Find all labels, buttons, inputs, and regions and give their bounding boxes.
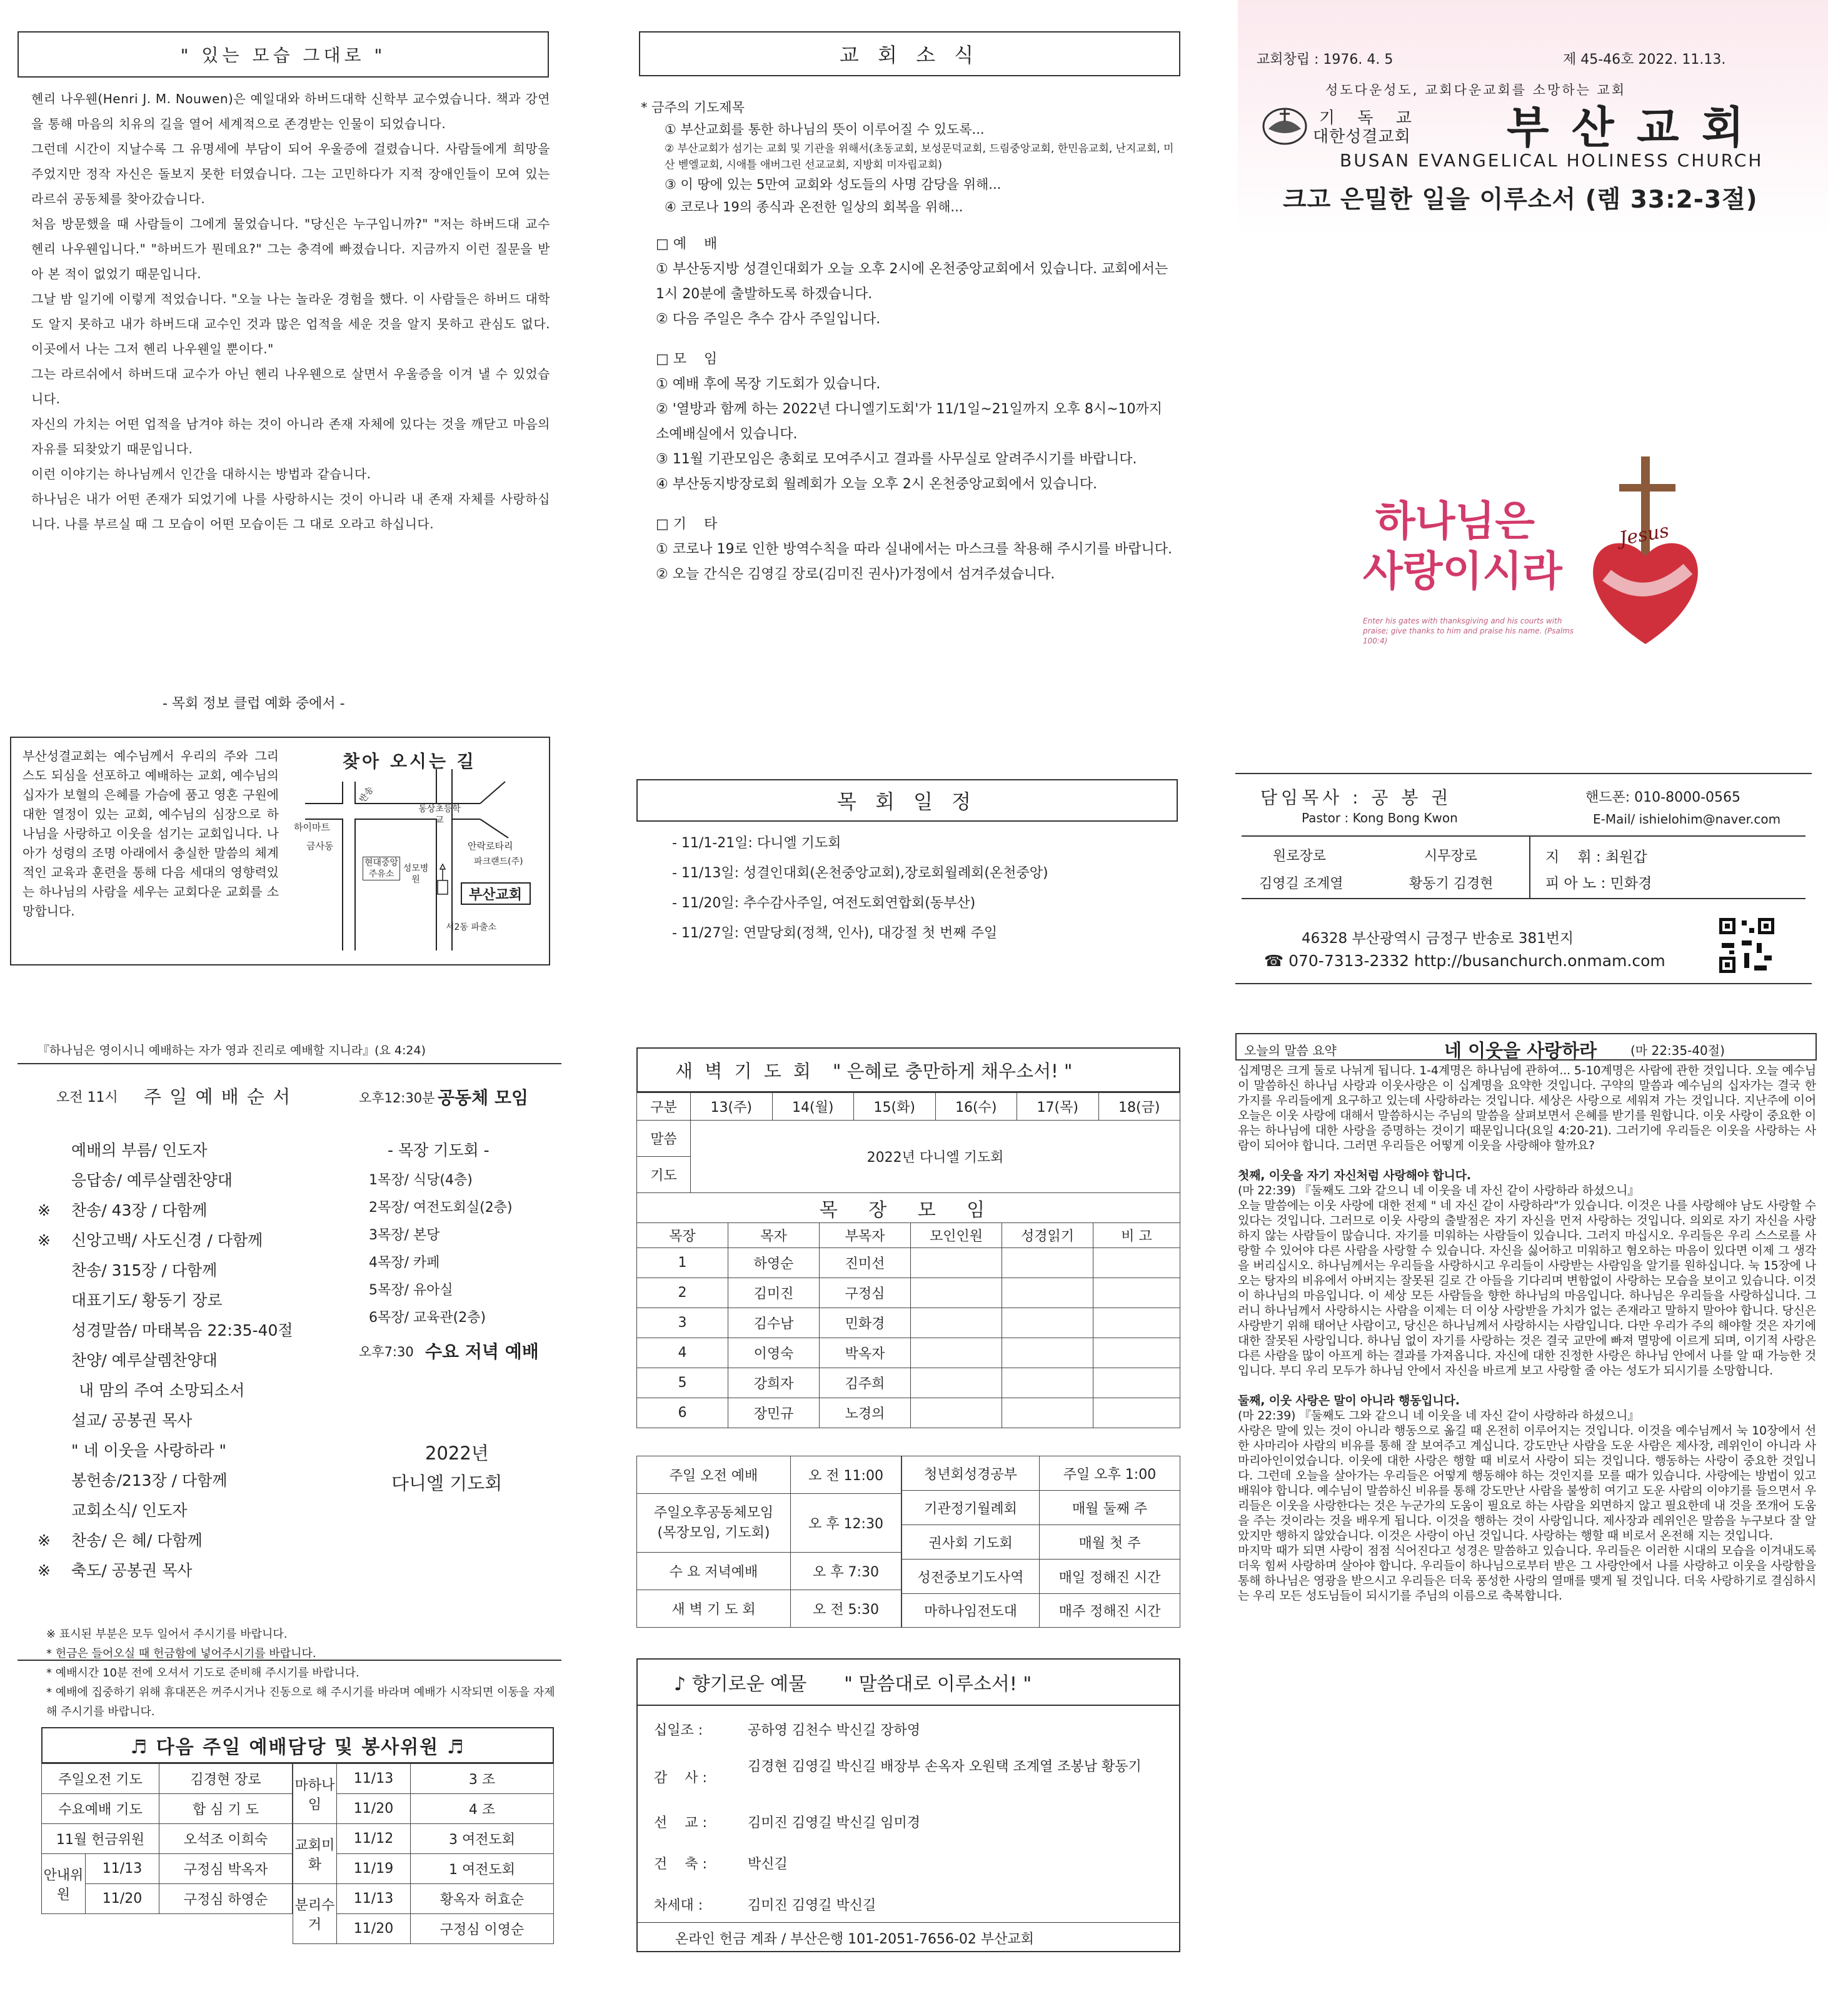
order-item: " 네 이웃을 사랑하라 " [38, 1436, 363, 1466]
cell-prayer-title: - 목장 기도회 - [388, 1141, 490, 1159]
prayer-item: ① 부산교회를 통한 하나님의 뜻이 이루어질 수 있도록... [665, 122, 985, 137]
offering-category: 십일조 : [654, 1723, 703, 1738]
map-label-church: 부산교회 [469, 887, 523, 903]
cell-note[interactable] [1093, 1398, 1180, 1428]
denomination-line2: 대한성결교회 [1313, 128, 1411, 146]
sermon-body-2: 사랑은 말에 있는 것이 아니라 행동으로 옮길 때 온전히 이루어지는 것입니다. 이것을 예수님께서 눅 10장에서 선한 사마리아 사람의 비유를 통해 잘 보여주고 계십니다. 강도만난 사람을 도운 사람은 제사장, 레위인이 아니라 사마리아인이었습니다. 이웃에 대한 사랑은 행할 때 비로서 사랑이 되는 것입니다. 행동하는 사랑이 중요한 것입니다. 그런데 오늘을 살아가는 우리들은 어떻게 행동해야 하는 것인지를 모를 때가 있습니다. 사랑에는 방법이 있고 배워야 합니다. 예수님이 말씀하신 비유를 통해 강도만난 사람을 불쌍히 여기고 도운 사람의 이야기를 들으면서 우리들은 이웃을 사랑한다는 것은 누군가의 도움이 필요로 하는 사람을 외면하지 않고 필요한데 내 것을 쪼개어 도움을 주는 것이라는 것을 배우게 됩니다. 이것을 행하는 것이 사랑입니다. 제사장과 레위인은 말씀을 누구보다 잘 알았지만 행하지 않았습니다. 이것은 사랑이 아닌 것입니다. 사랑하는 행할 때 비로서 온전해 지는 것입니다. [1238, 1424, 1816, 1543]
duty-group: 4 조 [411, 1794, 554, 1824]
guide-date: 11/20 [86, 1884, 159, 1914]
service-time: 오 후 7:30 [791, 1553, 901, 1590]
map-road [436, 769, 480, 804]
cell-header: 모인인원 [911, 1223, 1002, 1248]
essay-paragraph: 그런데 시간이 지날수록 그 유명세에 부담이 되어 우울증에 걸렸습니다. 사람들에게 희망을 주었지만 정작 자신은 돌보지 못한 터였습니다. 그는 고민하다가 지적 장애인들이 모여 있는 라르쉬 공동체를 찾아갔습니다. [31, 141, 550, 206]
standing-mark: ※ [38, 1201, 51, 1219]
order-item: 설교/ 공봉권 목사 [38, 1406, 363, 1436]
sermon-body-1: 오늘 말씀에는 이웃 사랑에 대한 전제 " 네 자신 같이 사랑하라"가 있습니다. 이것은 나를 사랑해야 남도 사랑할 수 있다는 것입니다. 그러므로 이웃 사랑의 출발점은 자기 자신을 먼저 사랑하는 것입니다. 의외로 자기 자신을 사랑하지 않는 사람들이 많습니다. 자기를 미워하는 사람들이 있습니다. 그러지 마십시오. 우리들은 우리 스스로를 사랑할 수 있어야 다른 사람을 사랑할 수 있습니다. 자신을 싫어하고 미워하고 혐오하는 마음이 있다면 이제 그 생각을 버리십시오. 하나님께서는 우리들을 사랑하시고 우리들이 사랑받는 사람임을 알기를 원하십니다. 눅 15장에 나오는 탕자의 비유에서 아버지는 잘못된 길로 간 아들을 기다리며 변함없이 사랑하는 모습을 보이고 있습니다. 이것이 하나님의 마음입니다. 이 세상 모든 사람들을 향한 하나님의 마음입니다. 하나님은 우리들을 사랑하십니다. 그러니 하나님께서 사랑하시는 사람을 이제는 더 이상 사랑받을 가치가 없는 존재라고 말하지 말아야 합니다. 당신은 사랑받기 위해 태어난 사람이고, 당신은 하나님께서 사랑하시는 사람입니다. 다만 우리가 주의 해야할 것은 자기에 대한 잘못된 사랑입니다. 하나님 없이 자기를 사랑하는 것은 결국 교만에 빠져 멸망에 이르게 되며, 이기적 사랑은 다른 사람을 많이 아프게 하는 결과를 가져옵니다. 자신에 대한 진정한 사랑은 하나님 안에서 나를 알 때 가능한 것입니다. 부디 우리 모두가 하나님 안에서 자신을 바르게 보고 사랑할 줄 아는 성도가 되시기를 소망합니다. [1238, 1199, 1816, 1378]
service-name: 주일 오전 예배 [637, 1456, 791, 1494]
news-item: ① 코로나 19로 인한 방역수칙을 따라 실내에서는 마스크를 착용해 주시기를 바랍니다. [656, 542, 1172, 557]
order-item: ※ 신앙고백/ 사도신경 / 다함께 [38, 1226, 363, 1256]
day-header: 14(월) [772, 1093, 854, 1121]
order-item: ※ 찬송/ 43장 / 다함께 [38, 1196, 363, 1226]
cell-header: 목장 [637, 1223, 728, 1248]
map-label-bansong: 반송 [358, 785, 376, 805]
duty-person: 김경현 장로 [159, 1764, 293, 1794]
standing-mark [38, 1136, 71, 1166]
news-item: ④ 부산동지방장로회 월례회가 오늘 오후 2시 온천중앙교회에서 있습니다. [656, 476, 1097, 492]
essay-paragraph: 하나님은 내가 어떤 존재가 되었기에 나를 사랑하시는 것이 아니라 내 존재 자체를 사랑하십니다. 나를 부르실 때 그 모습이 어떤 모습이든 그 대로 오라고 하십니다. [31, 491, 550, 532]
worship-notes [46, 1625, 559, 1721]
duty-group: 3 조 [411, 1764, 554, 1794]
sermon-ref: (마 22:35-40절) [1630, 1043, 1725, 1058]
order-item: 예배의 부름/ 인도자 [38, 1136, 363, 1166]
order-item: ※ 찬송/ 은 혜/ 다함께 [38, 1526, 363, 1556]
staff-divider [1242, 835, 1805, 837]
elders-label: 원로장로 [1273, 849, 1327, 864]
staff-vdivider [1529, 835, 1530, 898]
map-label-school: 동상초등학교 [418, 804, 461, 825]
schedule-title: 목 회 일 정 [836, 790, 978, 814]
prayer-item: ④ 코로나 19의 종식과 온전한 일상의 회복을 위해... [665, 199, 963, 214]
sermon-point-2: 둘째, 이웃 사랑은 말이 아니라 행동입니다. [1238, 1394, 1460, 1408]
cell-meeting-title: 목 장 모 임 [637, 1193, 1180, 1223]
news-section-meeting [641, 347, 1178, 497]
standing-mark [38, 1496, 71, 1526]
cell-subleader: 박옥자 [820, 1338, 911, 1368]
map-road [305, 782, 343, 804]
ministry-name: 청년회성경공부 [902, 1456, 1040, 1491]
essay-source: - 목회 정보 클럽 예화 중에서 - [163, 696, 345, 712]
cleaning-label: 교회미화 [293, 1824, 337, 1884]
offering-category: 선 교 : [654, 1815, 707, 1831]
founded-date: 교회창립 : 1976. 4. 5 [1257, 52, 1394, 68]
cell-location: 1목장/ 식당(4층) [369, 1172, 473, 1188]
essay-paragraph: 자신의 가치는 어떤 업적을 남겨야 하는 것이 아니라 존재 자체에 있다는 것을 깨닫고 마음의 자유를 되찾았기 때문입니다. [31, 416, 550, 456]
worship-verse: 『하나님은 영이시니 예배하는 자가 영과 진리로 예배할 지니라』(요 4:24) [38, 1044, 426, 1057]
worship-note: * 예배에 집중하기 위해 휴대폰은 꺼주시거나 진동으로 해 주시기를 바라며 예배가 시작되면 이동을 자제해 주시기를 바랍니다. [46, 1686, 555, 1718]
mahanaim-label: 마하나임 [293, 1764, 337, 1824]
offering-names: 김경현 김영길 박신길 배장부 손옥자 오원택 조계열 조봉남 황동기 [748, 1759, 1142, 1775]
cell-subleader: 노경의 [820, 1398, 911, 1428]
elders-names: 김영길 조계열 [1259, 876, 1343, 892]
schedule-item: - 11/1-21일: 다니엘 기도회 [672, 835, 841, 851]
cell-location: 4목장/ 카페 [369, 1255, 440, 1271]
cell-attendance[interactable] [911, 1248, 1002, 1278]
cell-attendance[interactable] [911, 1278, 1002, 1308]
offering-names: 김미진 김영길 박신길 임미경 [748, 1815, 921, 1831]
order-item: 찬송/ 315장 / 다함께 [38, 1256, 363, 1286]
day-header: 13(주) [691, 1093, 773, 1121]
offering-category: 감 사 : [654, 1770, 707, 1786]
ministry-name: 마하나임전도대 [902, 1594, 1040, 1628]
prayer-heading: * 금주의 기도제목 [641, 100, 745, 115]
community-title: 공동체 모임 [438, 1087, 528, 1108]
cell-location: 6목장/ 교육관(2층) [369, 1310, 486, 1326]
duty-date: 11/12 [337, 1824, 411, 1854]
standing-mark [38, 1316, 71, 1346]
duty-role: 주일오전 기도 [42, 1764, 159, 1794]
account-divider [638, 1922, 1179, 1923]
cell-note[interactable] [1093, 1278, 1180, 1308]
sermon-title: 네 이웃을 사랑하라 [1444, 1040, 1597, 1061]
worship-note: ※ 표시된 부분은 모두 일어서 주시기를 바랍니다. [46, 1628, 288, 1641]
cell-meeting-table [636, 1222, 1180, 1428]
offering-category: 건 축 : [654, 1857, 707, 1872]
sermon-point-1: 첫째, 이웃을 자기 자신처럼 사랑해야 합니다. [1238, 1169, 1471, 1182]
cell-no: 1 [637, 1248, 728, 1278]
cell-reading[interactable] [1002, 1308, 1093, 1338]
cell-location: 3목장/ 본당 [369, 1227, 440, 1243]
map-label-gas-station: 현대중앙주유소 [363, 857, 400, 880]
duty-date: 11/20 [337, 1914, 411, 1944]
cell-reading[interactable] [1002, 1398, 1093, 1428]
daniel-cell: 2022년 다니엘 기도회 [691, 1121, 1180, 1193]
map-road [480, 782, 505, 804]
service-name: 수 요 저녁예배 [637, 1553, 791, 1590]
offering-names: 박신길 [748, 1857, 788, 1872]
guide-label: 안내위원 [42, 1854, 86, 1914]
ministry-time: 매월 둘째 주 [1040, 1491, 1180, 1525]
standing-mark [38, 1466, 71, 1496]
pastor-box [1235, 773, 1812, 984]
cell-no: 2 [637, 1278, 728, 1308]
guide-date: 11/13 [86, 1854, 159, 1884]
cell-header: 비 고 [1093, 1223, 1180, 1248]
essay-paragraph: 이런 이야기는 하나님께서 인간을 대하시는 방법과 같습니다. [31, 466, 371, 481]
map-label-hospital: 성모병원 [403, 864, 429, 885]
duty-date: 11/20 [337, 1794, 411, 1824]
ministry-time: 주일 오후 1:00 [1040, 1456, 1180, 1491]
standing-mark [38, 1376, 79, 1406]
next-week-title: ♬ 다음 주일 예배담당 및 봉사위원 ♬ [130, 1736, 465, 1758]
sermon-label: 오늘의 말씀 요약 [1244, 1043, 1337, 1058]
duty-group: 1 여전도회 [411, 1854, 554, 1884]
service-time: 오 전 11:00 [791, 1456, 901, 1494]
guide-person: 구정심 박옥자 [159, 1854, 293, 1884]
offering-category: 차세대 : [654, 1898, 703, 1913]
dawn-header [636, 1047, 1180, 1092]
ministry-name: 권사회 기도회 [902, 1525, 1040, 1560]
stewards-names: 황동기 김경현 [1409, 876, 1494, 892]
worship-note: * 헌금은 들어오실 때 헌금함에 넣어주시기를 바랍니다. [46, 1647, 316, 1660]
qr-code-icon[interactable] [1717, 915, 1777, 975]
cell-leader: 하영순 [728, 1248, 820, 1278]
schedule-list [672, 829, 1048, 949]
cover-artwork [1357, 450, 1707, 663]
map-title: 찾아 오시는 길 [343, 751, 476, 772]
offering-row [654, 1720, 920, 1739]
schedule-item: - 11/13일: 성결인대회(온천중앙교회),장로회월례회(온천중앙) [672, 865, 1048, 881]
cell-no: 4 [637, 1338, 728, 1368]
cell-note[interactable] [1093, 1248, 1180, 1278]
wednesday-time: 오후7:30 [359, 1344, 414, 1359]
prayer-item: ② 부산교회가 섬기는 교회 및 기관을 위해서(초동교회, 보성문덕교회, 드림중앙교회, 한민음교회, 난지교회, 미산 벧엘교회, 시애틀 애버그린 선교교회, 지방회 미자립교회) [665, 143, 1174, 171]
cell-attendance[interactable] [911, 1398, 1002, 1428]
news-item: ② 다음 주일은 추수 감사 주일입니다. [656, 311, 881, 327]
recycle-label: 분리수거 [293, 1884, 337, 1944]
news-section-other [641, 512, 1178, 587]
daniel-year: 2022년 [425, 1443, 489, 1464]
order-item: 봉헌송/213장 / 다함께 [38, 1466, 363, 1496]
day-header: 17(목) [1017, 1093, 1099, 1121]
church-name-en: BUSAN EVANGELICAL HOLINESS CHURCH [1340, 150, 1764, 171]
pastor-name-en: Pastor : Kong Bong Kwon [1302, 810, 1458, 825]
map-label-parkland: 파크랜드(주) [474, 857, 523, 867]
prayer-item: ③ 이 땅에 있는 5만여 교회와 성도들의 사명 감당을 위해... [665, 177, 1002, 192]
cell-no: 5 [637, 1368, 728, 1398]
word-label: 말씀 [637, 1121, 691, 1157]
next-week-title-box [41, 1727, 554, 1763]
ministry-time: 매월 첫 주 [1040, 1525, 1180, 1560]
church-contact: ☎ 070-7313-2332 http://busanchurch.onmam.com [1264, 952, 1665, 970]
prayer-label: 기도 [637, 1157, 691, 1193]
standing-mark [38, 1346, 71, 1376]
denomination-line1: 기 독 교 [1319, 109, 1420, 128]
cell-header: 부목자 [820, 1223, 911, 1248]
church-name: 부 산 교 회 [1507, 102, 1748, 153]
sermon-intro: 십계명은 크게 둘로 나뉘게 됩니다. 1-4계명은 하나님에 관하여... 5-10계명은 사람에 관한 것입니다. 오늘 예수님이 말씀하신 하나님 사랑과 이웃사랑은 이 십계명을 요약한 것입니다. 구약의 말씀과 예수님의 십자가는 결국 한 가지를 우리들에게 요구하고 있는데 사랑하라는 것입니다. 세상은 사랑으로 세워져 가는 것입니다. 지난주에 이어 오늘은 이웃 사랑에 대해서 말씀하시는 주님의 말씀을 살펴보면서 은혜를 받기를 원합니다. 이웃 사랑이 중요한 이유는 하나님에 대한 사랑을 증명하는 것이기 때문입니다(요일 4:20-21). 그러기에 우리들은 이웃을 사랑하는 사람이 되어야 합니다. 그러면 우리들은 어떻게 이웃을 사랑해야 할까요? [1238, 1064, 1816, 1152]
art-text-love: 사랑이시라 [1363, 547, 1562, 595]
stewards-label: 시무장로 [1424, 849, 1478, 864]
pastor-email: E-Mail/ ishielohim@naver.com [1593, 812, 1781, 827]
news-item: ② 오늘 간식은 김영길 장로(김미진 권사)가정에서 섬겨주셨습니다. [656, 567, 1055, 582]
essay-body [31, 86, 550, 537]
cell-header: 성경읽기 [1002, 1223, 1093, 1248]
ministry-time: 매주 정해진 시간 [1040, 1594, 1180, 1628]
service-times-left [636, 1456, 901, 1628]
order-item: ※ 축도/ 공봉권 목사 [38, 1556, 363, 1586]
map-label-geumsa: 금사동 [306, 840, 334, 852]
news-item: ② '열방과 함께 하는 2022년 다니엘기도회'가 11/1일~21일까지 오후 8시~10까지 소예배실에서 있습니다. [656, 401, 1163, 442]
service-title: 주 일 예 배 순 서 [144, 1086, 292, 1107]
news-item: ① 부산동지방 성결인대회가 오늘 오후 2시에 온천중앙교회에서 있습니다. 교회에서는 1시 20분에 출발하도록 하겠습니다. [656, 261, 1168, 302]
cell-reading[interactable] [1002, 1368, 1093, 1398]
pianist: 피 아 노 : 민화경 [1545, 875, 1652, 892]
cell-subleader: 진미선 [820, 1248, 911, 1278]
conductor: 지 휘 : 최원갑 [1545, 849, 1647, 865]
online-account: 온라인 헌금 계좌 / 부산은행 101-2051-7656-02 부산교회 [675, 1932, 1034, 1947]
standing-mark: ※ [38, 1561, 51, 1580]
day-header: 16(수) [935, 1093, 1017, 1121]
offering-header [636, 1658, 1180, 1706]
news-title-box [639, 31, 1180, 76]
offering-title: ♪ 향기로운 예물 [674, 1673, 807, 1695]
prayer-list [641, 118, 1178, 218]
day-header: 15(화) [854, 1093, 936, 1121]
mission-box [10, 737, 550, 965]
standing-mark: ※ [38, 1231, 51, 1249]
cell-attendance[interactable] [911, 1368, 1002, 1398]
offering-row [654, 1757, 1167, 1787]
cell-note[interactable] [1093, 1368, 1180, 1398]
essay-title: " 있는 모습 그대로 " [180, 45, 386, 66]
sermon-header [1235, 1033, 1817, 1061]
cell-leader: 이영숙 [728, 1338, 820, 1368]
standing-mark [38, 1256, 71, 1286]
duty-table-left [41, 1763, 293, 1854]
art-verse: Enter his gates with thanksgiving and his courts with praise; give thanks to him and praise his name. (Psalms 100:4) [1363, 617, 1574, 645]
ministry-name: 기관정기월례회 [902, 1491, 1040, 1525]
jesus-label: Jesus [1617, 520, 1671, 550]
service-time: 오 전 5:30 [791, 1590, 901, 1628]
staff-divider-2 [1242, 898, 1805, 899]
dawn-table [636, 1092, 1180, 1223]
duty-group: 구정심 이영순 [411, 1914, 554, 1944]
dawn-title: 새 벽 기 도 회 [675, 1060, 814, 1082]
cell-header: 목자 [728, 1223, 820, 1248]
issue-number: 제 45-46호 2022. 11.13. [1563, 52, 1726, 68]
cell-leader: 김미진 [728, 1278, 820, 1308]
offering-box [636, 1706, 1180, 1952]
duty-date: 11/13 [337, 1884, 411, 1914]
standing-mark [38, 1166, 71, 1196]
daniel-title: 다니엘 기도회 [391, 1473, 503, 1494]
church-address: 46328 부산광역시 금정구 반송로 381번지 [1302, 930, 1574, 947]
sermon-verse-2: (마 22:39) 『둘째도 그와 같으니 네 이웃을 네 자신 같이 사랑하라 하셨으니』 [1238, 1409, 1640, 1423]
schedule-item: - 11/20일: 추수감사주일, 여전도회연합회(동부산) [672, 895, 976, 911]
day-header: 구분 [637, 1093, 691, 1121]
sermon-verse-1: (마 22:39) 『둘째도 그와 같으니 네 이웃을 네 자신 같이 사랑하라 하셨으니』 [1238, 1184, 1640, 1197]
cell-subleader: 민화경 [820, 1308, 911, 1338]
section-heading: □ 기 타 [656, 517, 718, 532]
cell-reading[interactable] [1002, 1278, 1093, 1308]
service-times-right [901, 1456, 1180, 1628]
sermon-conclusion: 마지막 때가 되면 사랑이 점점 식어진다고 성경은 말씀하고 있습니다. 우리들은 이러한 시대의 모습을 이겨내도록 더욱 힘써 사랑하며 살아야 합니다. 우리들이 하나님으로부터 받은 그 사랑안에서 나를 사랑하고 이웃을 사랑함을 통해 하나님은 영광을 받으시고 우리들은 더욱 풍성한 사랑의 열매를 맺게 될 것입니다. 더욱 사랑하기로 결심하시는 우리 모든 성도님들이 되시기를 주님의 이름으로 축복합니다. [1238, 1544, 1816, 1603]
news-body [641, 97, 1178, 587]
order-of-worship [38, 1136, 363, 1586]
cell-location: 5목장/ 유아실 [369, 1283, 453, 1298]
duty-date: 11/13 [337, 1764, 411, 1794]
community-time: 오후12:30분 [359, 1091, 435, 1106]
service-time: 오 후 12:30 [791, 1494, 901, 1553]
duty-role: 11월 헌금위원 [42, 1824, 159, 1854]
duty-person: 합 심 기 도 [159, 1794, 293, 1824]
offering-theme: " 말씀대로 이루소서! " [844, 1673, 1032, 1695]
church-logo-icon [1260, 100, 1310, 150]
map-label-rotary: 안락로타리 [468, 840, 513, 852]
ministry-time: 매일 정해진 시간 [1040, 1560, 1180, 1594]
cell-subleader: 김주희 [820, 1368, 911, 1398]
standing-mark [38, 1436, 71, 1466]
cell-note[interactable] [1093, 1338, 1180, 1368]
cell-no: 6 [637, 1398, 728, 1428]
order-item: 내 맘의 주여 소망되소서 [38, 1376, 363, 1406]
yearly-theme: 크고 은밀한 일을 이루소서 (렘 33:2-3절) [1283, 186, 1758, 214]
cell-attendance[interactable] [911, 1308, 1002, 1338]
ministry-name: 성전중보기도사역 [902, 1560, 1040, 1594]
cell-reading[interactable] [1002, 1338, 1093, 1368]
cell-locations [369, 1167, 513, 1332]
cell-no: 3 [637, 1308, 728, 1338]
church-motto: 성도다운성도, 교회다운교회를 소망하는 교회 [1325, 83, 1627, 98]
mission-text: 부산성결교회는 예수님께서 우리의 주와 그리스도 되심을 선포하고 예배하는 교회, 예수님의 십자가 보혈의 은혜를 가슴에 품고 영혼 구원에 대한 열정이 있는 교회, 예수님의 심장으로 하나님을 사랑하고 이웃을 섬기는 교회입니다. 나아가 성령의 조명 아래에서 충실한 말씀의 체계적인 교육과 훈련을 통해 다음 세대의 영향력있는 하나님의 사람을 세우는 교회다운 교회를 소망합니다. [23, 748, 279, 919]
order-item: 교회소식/ 인도자 [38, 1496, 363, 1526]
map-label-himart: 하이마트 [294, 822, 330, 833]
duty-person: 오석조 이희숙 [159, 1824, 293, 1854]
essay-paragraph: 처음 방문했을 때 사람들이 그에게 물었습니다. "당신은 누구입니까?" "저는 하버드대 교수 헨리 나우웬입니다." "하버드가 뭔데요?" 그는 충격에 빠졌습니다. 지금까지 이런 질문을 받아 본 적이 없었기 때문입니다. [31, 216, 550, 281]
duty-group: 황옥자 허효순 [411, 1884, 554, 1914]
cell-leader: 김수남 [728, 1308, 820, 1338]
guide-table [41, 1853, 293, 1914]
day-header: 18(금) [1098, 1093, 1180, 1121]
pastor-phone: 핸드폰: 010-8000-0565 [1585, 790, 1741, 805]
news-title: 교 회 소 식 [839, 43, 980, 67]
service-name: 주일오후공동체모임 (목장모임, 기도회) [637, 1494, 791, 1553]
essay-paragraph: 헨리 나우웬(Henri J. M. Nouwen)은 예일대와 하버드대학 신학부 교수였습니다. 책과 강연을 통해 마음의 치유의 길을 열어 세계적으로 존경받는 인물이 되었습니다. [31, 91, 550, 131]
cell-leader: 장민규 [728, 1398, 820, 1428]
offering-row [654, 1853, 788, 1873]
worship-note: * 예배시간 10분 전에 오셔서 기도로 준비해 주시기를 바랍니다. [46, 1666, 359, 1680]
order-item: 응답송/ 예루살렘찬양대 [38, 1166, 363, 1196]
news-item: ① 예배 후에 목장 기도회가 있습니다. [656, 376, 881, 392]
pastor-name: 담임목사 : 공 봉 권 [1260, 787, 1452, 808]
heart-cross-image [1582, 450, 1707, 663]
essay-title-box [18, 31, 549, 78]
duty-role: 수요예배 기도 [42, 1794, 159, 1824]
order-item: 성경말씀/ 마태복음 22:35-40절 [38, 1316, 363, 1346]
cell-leader: 강희자 [728, 1368, 820, 1398]
map-label-police: 서2동 파출소 [446, 922, 496, 932]
offering-row [654, 1812, 920, 1832]
service-name: 새 벽 기 도 회 [637, 1590, 791, 1628]
order-item: 대표기도/ 황동기 장로 [38, 1286, 363, 1316]
news-section-worship [641, 232, 1178, 332]
essay-paragraph: 그날 밤 일기에 이렇게 적었습니다. "오늘 나는 놀라운 경험을 했다. 이 사람들은 하버드 대학도 알지 못하고 내가 하버드대 교수인 것과 많은 업적을 세운 것을 알지 못하고 관심도 없다. 이곳에서 나는 그저 헨리 나우웬일 뿐이다." [31, 291, 550, 356]
offering-row [654, 1895, 876, 1914]
section-heading: □ 예 배 [656, 236, 718, 252]
news-item: ③ 11월 기관모임은 총회로 모여주시고 결과를 사무실로 알려주시기를 바랍니다. [656, 451, 1137, 467]
offering-names: 공하영 김천수 박신길 장하영 [748, 1723, 921, 1738]
duty-group: 3 여전도회 [411, 1824, 554, 1854]
cell-note[interactable] [1093, 1308, 1180, 1338]
service-time: 오전 11시 [56, 1090, 118, 1106]
cell-attendance[interactable] [911, 1338, 1002, 1368]
wednesday-title: 수요 저녁 예배 [425, 1341, 539, 1362]
standing-mark [38, 1406, 71, 1436]
cell-reading[interactable] [1002, 1248, 1093, 1278]
duty-table-right [293, 1763, 554, 1944]
essay-paragraph: 그는 라르쉬에서 하버드대 교수가 아닌 헨리 나우웬으로 살면서 우울증을 이겨 낼 수 있었습니다. [31, 366, 550, 406]
dawn-theme: " 은혜로 충만하게 채우소서! " [832, 1060, 1073, 1082]
standing-mark [38, 1286, 71, 1316]
sermon-body [1238, 1063, 1816, 1603]
guide-person: 구정심 하영순 [159, 1884, 293, 1914]
standing-mark: ※ [38, 1531, 51, 1550]
map-road [480, 819, 508, 838]
offering-names: 김미진 김영길 박신길 [748, 1898, 876, 1913]
duty-date: 11/19 [337, 1854, 411, 1884]
art-text-god: 하나님은 [1375, 497, 1535, 545]
cell-location: 2목장/ 여전도회실(2층) [369, 1200, 513, 1216]
schedule-title-box [636, 779, 1178, 822]
cell-subleader: 구정심 [820, 1278, 911, 1308]
map [293, 744, 543, 960]
section-heading: □ 모 임 [656, 351, 718, 367]
schedule-item: - 11/27일: 연말당회(정책, 인사), 대강절 첫 번째 주일 [672, 925, 998, 941]
order-item: 찬양/ 예루살렘찬양대 [38, 1346, 363, 1376]
map-church-icon [438, 864, 448, 894]
